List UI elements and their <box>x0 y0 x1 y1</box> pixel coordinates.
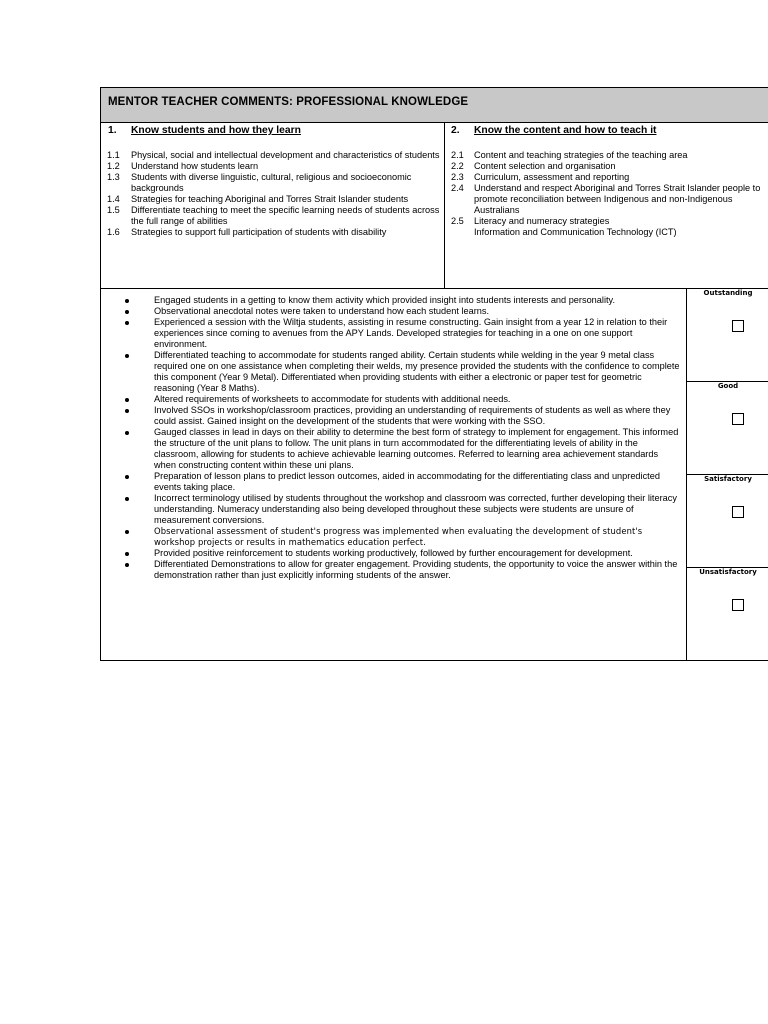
standard-item <box>107 194 440 205</box>
rating-good <box>687 382 768 475</box>
standard-item <box>107 227 440 238</box>
comment-text: Experienced a session with the Wiltja students, assisting in resume constructing. Gain insight from a year 12 in relation to their experiences since coming to avenues from the APY Lands. Developed strategies for teaching in a one on one support environment. <box>154 317 668 349</box>
standard-item <box>107 150 440 161</box>
standards-list <box>451 150 765 238</box>
rating-label: Outstanding <box>703 289 753 297</box>
bullet-icon <box>125 398 129 402</box>
rating-checkbox[interactable] <box>732 506 744 518</box>
bullet-icon <box>125 321 129 325</box>
bullet-icon <box>125 299 129 303</box>
comments-list <box>125 295 681 581</box>
standard-text: Understand how students learn <box>131 161 259 171</box>
standard-item <box>107 205 440 227</box>
rating-label: Satisfactory <box>704 475 752 483</box>
comment-item <box>125 295 681 306</box>
standard-number: 2.2 <box>451 161 464 171</box>
form-title-bar <box>101 88 768 123</box>
comment-item <box>125 493 681 526</box>
standard-number: 1.4 <box>107 194 120 204</box>
standard-text: Literacy and numeracy strategies <box>474 216 610 226</box>
rating-checkbox[interactable] <box>732 320 744 332</box>
section-number: 1. <box>108 125 117 136</box>
standard-text: Content selection and organisation <box>474 161 616 171</box>
bullet-icon <box>125 354 129 358</box>
standard-item <box>451 172 765 183</box>
section-know-students <box>101 123 445 288</box>
comment-text: Preparation of lesson plans to predict lesson outcomes, aided in accommodating for the differentiating class and unpredicted events taking place. <box>154 471 660 492</box>
bullet-icon <box>125 431 129 435</box>
comment-text: Observational anecdotal notes were taken to understand how each student learns. <box>154 306 490 316</box>
standard-text: Physical, social and intellectual development and characteristics of students <box>131 150 440 160</box>
standard-number: 1.6 <box>107 227 120 237</box>
form-title: MENTOR TEACHER COMMENTS: PROFESSIONAL KNOWLEDGE <box>108 96 469 108</box>
standard-text: Strategies to support full participation of students with disability <box>131 227 387 237</box>
comment-item <box>125 548 681 559</box>
standard-text: Content and teaching strategies of the teaching area <box>474 150 688 160</box>
standard-number: 1.2 <box>107 161 120 171</box>
comment-text: Involved SSOs in workshop/classroom practices, providing an understanding of requirements of students as well as where they could assist. Gained insight on the development of the students that were working with the SSO. <box>154 405 671 426</box>
bullet-icon <box>125 497 129 501</box>
section-title: Know students and how they learn <box>131 125 301 136</box>
rating-checkbox[interactable] <box>732 413 744 425</box>
bullet-icon <box>125 409 129 413</box>
standard-number: 2.5 <box>451 216 464 226</box>
comment-text: Differentiated teaching to accommodate for students ranged ability. Certain students while welding in the year 9 metal class required one on one assistance when completing their welds, my presence provided the students with the confidence to complete this component (Year 9 Metal). Differentiated when providing students with either a electronic or paper test for geometric reasoning (Year 8 Maths). <box>154 350 680 393</box>
section-title: Know the content and how to teach it <box>474 125 657 136</box>
rating-outstanding <box>687 289 768 382</box>
comment-item <box>125 394 681 405</box>
standard-text: Strategies for teaching Aboriginal and Torres Strait Islander students <box>131 194 409 204</box>
rating-unsatisfactory <box>687 568 768 661</box>
rating-column <box>687 289 768 661</box>
bullet-icon <box>125 530 129 534</box>
standard-text: Differentiate teaching to meet the specific learning needs of students across the full range of abilities <box>131 205 440 226</box>
standard-text: Curriculum, assessment and reporting <box>474 172 630 182</box>
standard-item <box>451 227 765 238</box>
bullet-icon <box>125 552 129 556</box>
standard-item <box>107 161 440 172</box>
comment-item <box>125 405 681 427</box>
rating-checkbox[interactable] <box>732 599 744 611</box>
comment-text: Altered requirements of worksheets to accommodate for students with additional needs. <box>154 394 511 404</box>
comment-text: Incorrect terminology utilised by students throughout the workshop and classroom was corrected, further developing their literacy understanding. Numeracy understanding also being developed throughout these subjects were students are unsure of measurement conversions. <box>154 493 677 525</box>
standard-item <box>451 183 765 216</box>
section-number: 2. <box>451 125 460 136</box>
standard-number: 2.4 <box>451 183 464 193</box>
comment-item <box>125 427 681 471</box>
rating-label: Unsatisfactory <box>699 568 757 576</box>
comment-item <box>125 317 681 350</box>
standards-list <box>107 150 440 238</box>
rating-satisfactory <box>687 475 768 568</box>
bullet-icon <box>125 310 129 314</box>
comment-text: Differentiated Demonstrations to allow for greater engagement. Providing students, the opportunity to voice the answer within the demonstration rather than just explicitly informing students of the answer. <box>154 559 678 580</box>
standard-text: Students with diverse linguistic, cultural, religious and socioeconomic backgrounds <box>131 172 412 193</box>
standard-number: 2.1 <box>451 150 464 160</box>
comment-item <box>125 559 681 581</box>
comment-item <box>125 350 681 394</box>
standard-item <box>451 150 765 161</box>
bullet-icon <box>125 475 129 479</box>
standard-text: Understand and respect Aboriginal and Torres Strait Islander people to promote reconciliation between Indigenous and non-Indigenous Australians <box>474 183 761 215</box>
comment-item <box>125 526 681 548</box>
standard-number: 1.3 <box>107 172 120 182</box>
standard-text: Information and Communication Technology (ICT) <box>474 227 677 237</box>
comment-item <box>125 306 681 317</box>
section-know-content <box>445 123 768 288</box>
comment-text: Gauged classes in lead in days on their ability to determine the best form of strategy to implement for engagement. This informed the structure of the unit plans to follow. The unit plans in turn accommodated for the differentiating levels of ability in the classroom, allowing for students to achieve achievable learning outcomes. Referred to learning area achievement standards when constructing content within these uni plans. <box>154 427 679 470</box>
comment-item <box>125 471 681 493</box>
comment-text: Observational assessment of student's progress was implemented when evaluating the development of student's workshop projects or results in mathematics education perfect. <box>154 526 643 547</box>
comment-text: Engaged students in a getting to know them activity which provided insight into students interests and personality. <box>154 295 616 305</box>
bullet-icon <box>125 563 129 567</box>
standard-number: 2.3 <box>451 172 464 182</box>
standard-item <box>451 161 765 172</box>
standard-item <box>451 216 765 227</box>
comments-panel <box>101 289 687 661</box>
mentor-comments-form <box>100 87 768 661</box>
standard-number: 1.1 <box>107 150 120 160</box>
rating-label: Good <box>717 382 739 390</box>
standard-item <box>107 172 440 194</box>
standard-number: 1.5 <box>107 205 120 215</box>
comment-text: Provided positive reinforcement to students working productively, followed by further encouragement for development. <box>154 548 633 558</box>
